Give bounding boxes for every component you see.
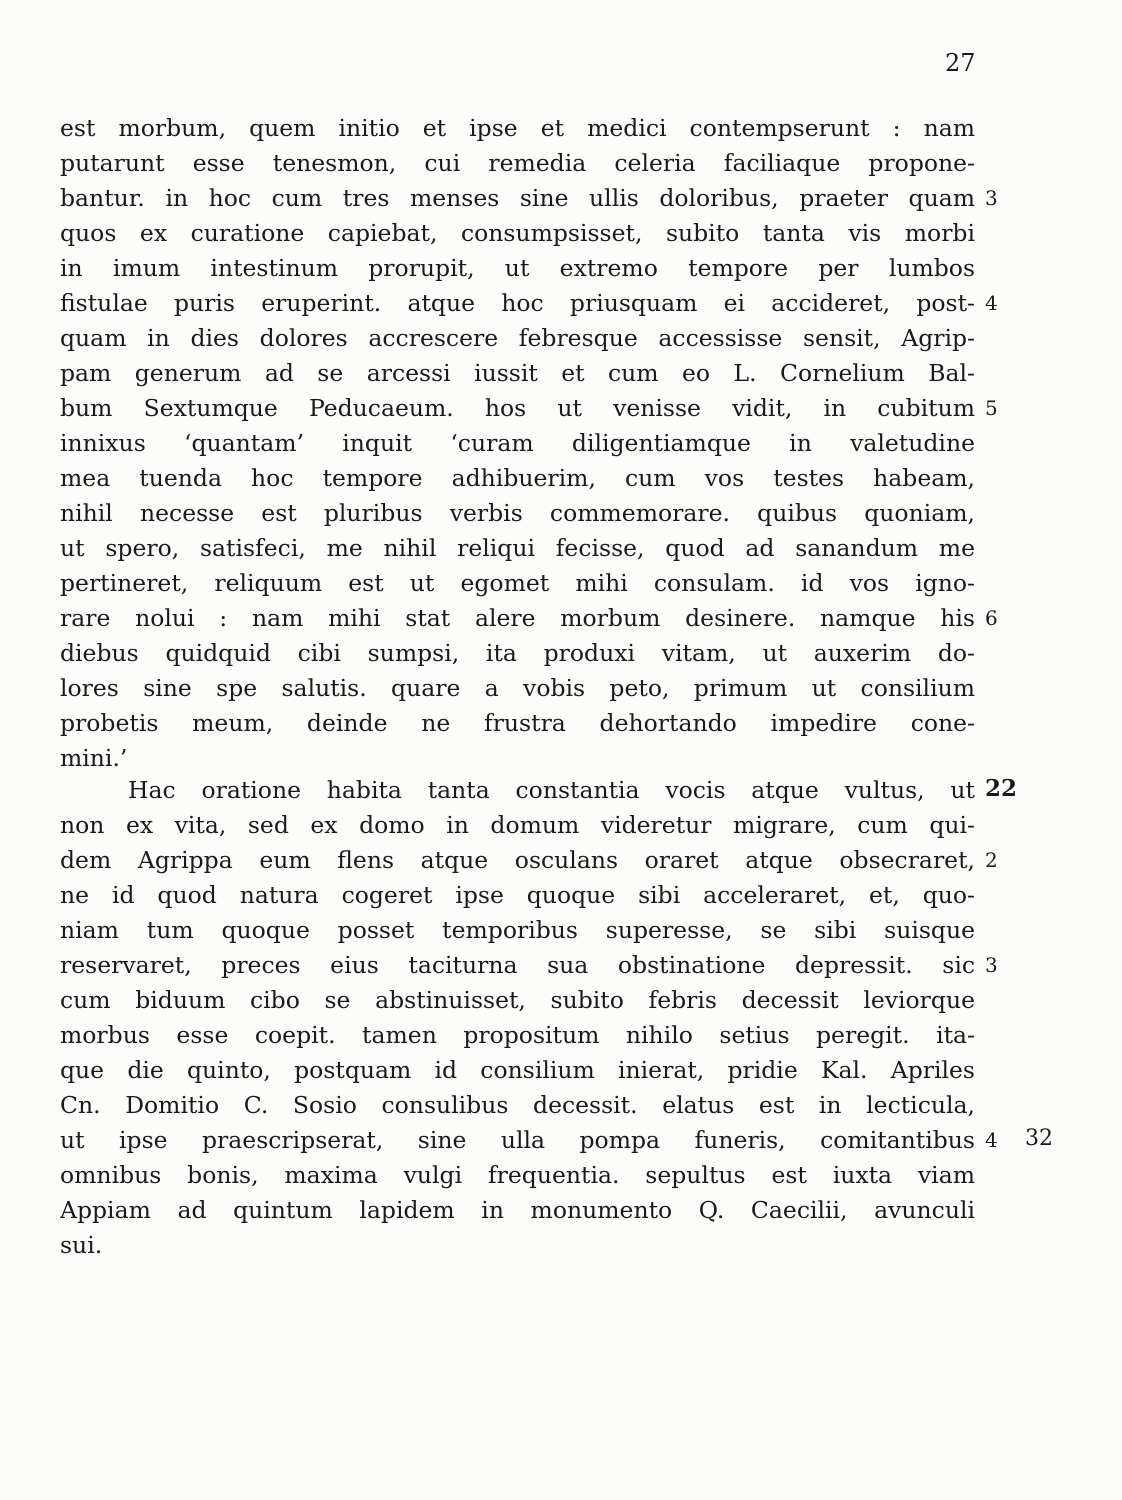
text-line: bantur. in hoc cum tres menses sine ullis doloribus, praeter quam bbox=[60, 184, 975, 212]
text-line: putarunt esse tenesmon, cui remedia celeria faciliaque propone- bbox=[60, 149, 975, 177]
text-line: bum Sextumque Peducaeum. hos ut venisse vidit, in cubitum bbox=[60, 394, 975, 422]
text-line: morbus esse coepit. tamen propositum nihilo setius peregit. ita- bbox=[60, 1021, 975, 1049]
text-line: pam generum ad se arcessi iussit et cum eo L. Cornelium Bal- bbox=[60, 359, 975, 387]
text-line: mea tuenda hoc tempore adhibuerim, cum vos testes habeam, bbox=[60, 464, 975, 492]
text-line: que die quinto, postquam id consilium inierat, pridie Kal. Apriles bbox=[60, 1056, 975, 1084]
text-line: Cn. Domitio C. Sosio consulibus decessit. elatus est in lecticula, bbox=[60, 1091, 975, 1119]
text-line: innixus ‘quantam’ inquit ‘curam diligentiamque in valetudine bbox=[60, 429, 975, 457]
section-number: 4 bbox=[985, 291, 998, 315]
text-line: ne id quod natura cogeret ipse quoque sibi acceleraret, et, quo- bbox=[60, 881, 975, 909]
text-line: omnibus bonis, maxima vulgi frequentia. sepultus est iuxta viam bbox=[60, 1161, 975, 1189]
text-line: Appiam ad quintum lapidem in monumento Q. Caecilii, avunculi bbox=[60, 1196, 975, 1224]
section-number: 2 bbox=[985, 848, 998, 872]
outer-margin-number: 32 bbox=[1025, 1126, 1053, 1151]
text-line: Hac oratione habita tanta constantia vocis atque vultus, ut bbox=[128, 776, 975, 804]
text-line: dem Agrippa eum flens atque osculans oraret atque obsecraret, bbox=[60, 846, 975, 874]
text-line: in imum intestinum prorupit, ut extremo tempore per lumbos bbox=[60, 254, 975, 282]
text-line: cum biduum cibo se abstinuisset, subito febris decessit leviorque bbox=[60, 986, 975, 1014]
text-line: pertineret, reliquum est ut egomet mihi consulam. id vos igno- bbox=[60, 569, 975, 597]
text-line: quam in dies dolores accrescere febresque accessisse sensit, Agrip- bbox=[60, 324, 975, 352]
text-line: fistulae puris eruperint. atque hoc priusquam ei accideret, post- bbox=[60, 289, 975, 317]
section-number: 4 bbox=[985, 1128, 998, 1152]
text-line: ut ipse praescripserat, sine ulla pompa funeris, comitantibus bbox=[60, 1126, 975, 1154]
text-line: rare nolui : nam mihi stat alere morbum desinere. namque his bbox=[60, 604, 975, 632]
text-line: reservaret, preces eius taciturna sua obstinatione depressit. sic bbox=[60, 951, 975, 979]
text-line: lores sine spe salutis. quare a vobis peto, primum ut consilium bbox=[60, 674, 975, 702]
text-line: probetis meum, deinde ne frustra dehortando impedire cone- bbox=[60, 709, 975, 737]
text-line: non ex vita, sed ex domo in domum videretur migrare, cum qui- bbox=[60, 811, 975, 839]
section-number: 5 bbox=[985, 396, 998, 420]
text-line: est morbum, quem initio et ipse et medici contempserunt : nam bbox=[60, 114, 975, 142]
section-number: 3 bbox=[985, 953, 998, 977]
text-line: diebus quidquid cibi sumpsi, ita produxi vitam, ut auxerim do- bbox=[60, 639, 975, 667]
text-line: niam tum quoque posset temporibus superesse, se sibi suisque bbox=[60, 916, 975, 944]
section-number: 6 bbox=[985, 606, 998, 630]
text-line: sui. bbox=[60, 1231, 103, 1259]
text-line: mini.’ bbox=[60, 744, 128, 772]
page-number: 27 bbox=[945, 49, 976, 77]
section-number: 3 bbox=[985, 186, 998, 210]
text-line: quos ex curatione capiebat, consumpsisset, subito tanta vis morbi bbox=[60, 219, 975, 247]
chapter-number: 22 bbox=[985, 775, 1018, 802]
text-line: ut spero, satisfeci, me nihil reliqui fecisse, quod ad sanandum me bbox=[60, 534, 975, 562]
text-line: nihil necesse est pluribus verbis commemorare. quibus quoniam, bbox=[60, 499, 975, 527]
